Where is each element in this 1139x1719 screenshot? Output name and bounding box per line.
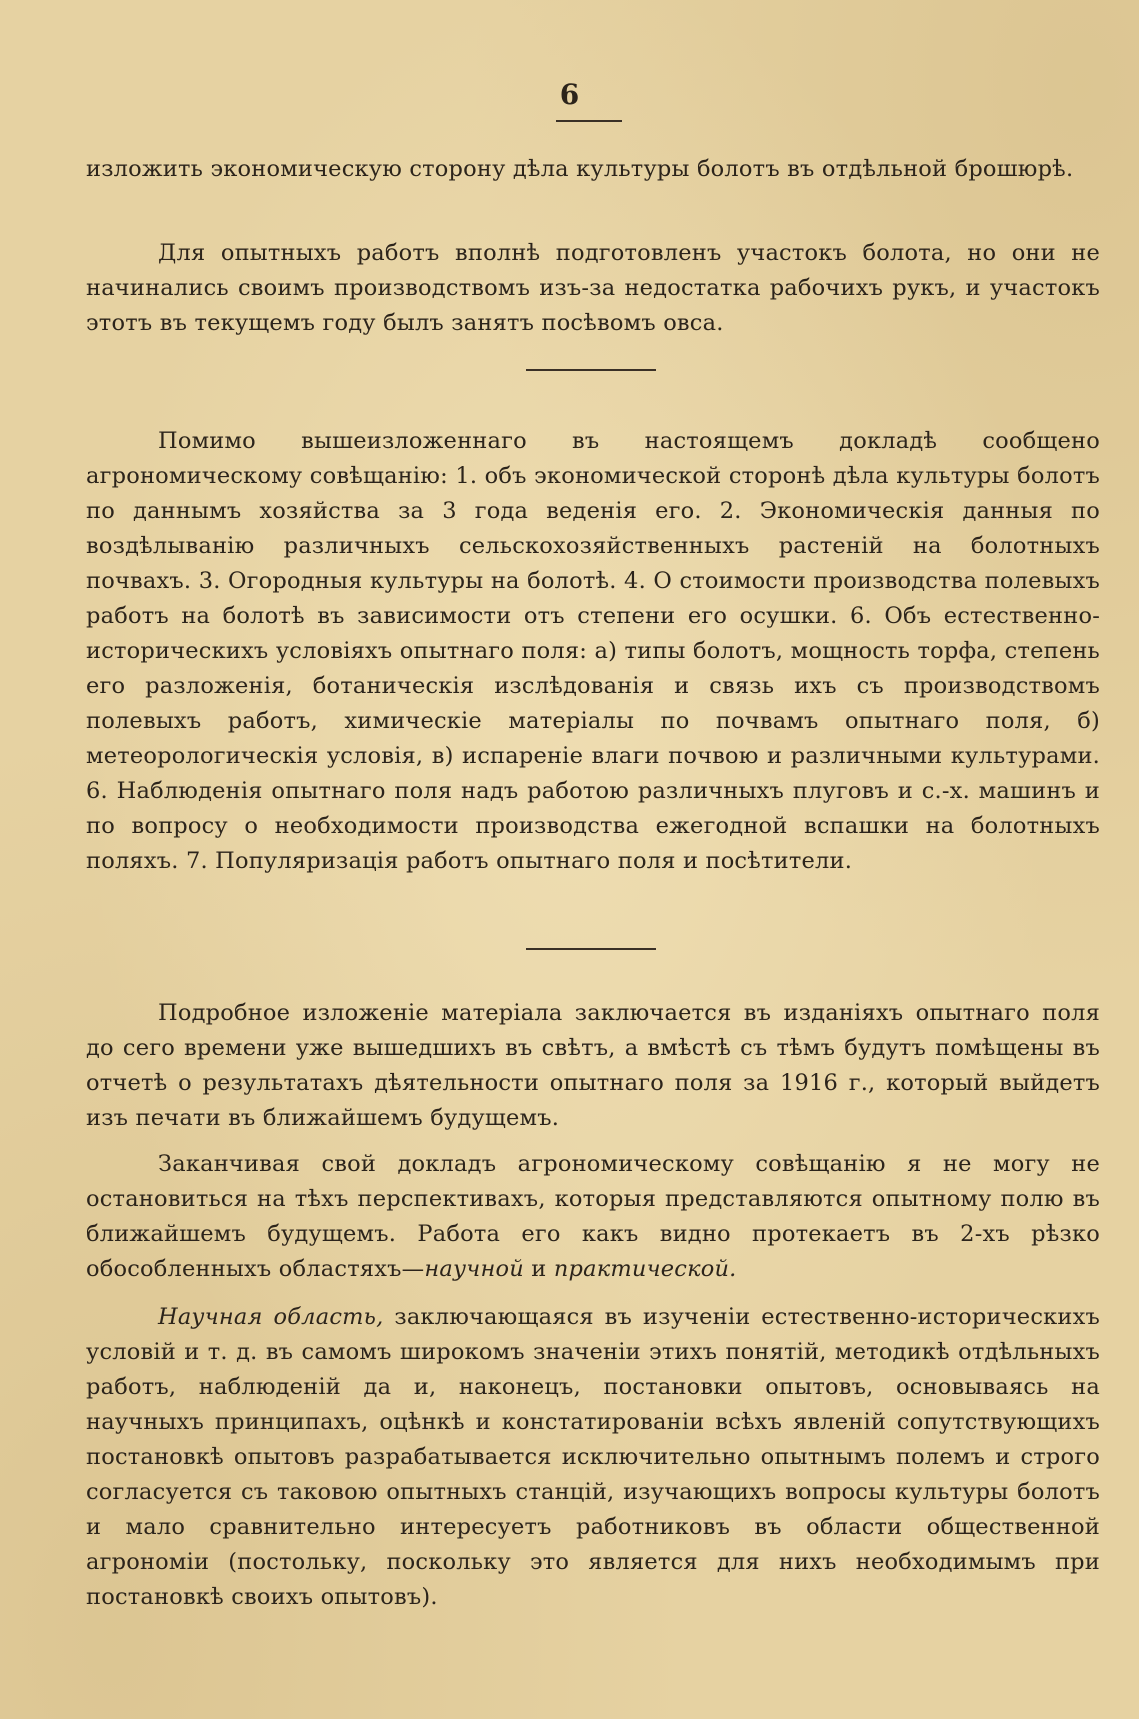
conjunction: и bbox=[523, 1256, 554, 1282]
scientific-area-heading: Научная область, bbox=[158, 1304, 384, 1330]
paragraph-experimental-works: Для опытныхъ работъ вполнѣ подготовленъ участокъ болота, но они не начинались своимъ производствомъ изъ-за недостатка рабочихъ рукъ, и участокъ этотъ въ текущемъ году былъ занятъ посѣвомъ овса. bbox=[86, 240, 1100, 336]
page-number-underline bbox=[556, 120, 622, 122]
paragraph-continuation: изложить экономическую сторону дѣла культуры болотъ въ отдѣльной брошюрѣ. bbox=[86, 156, 1074, 182]
scientific-area-text: заключающаяся въ изученіи естественно-историческихъ условій и т. д. въ самомъ широкомъ значеніи этихъ понятій, методикѣ отдѣльныхъ работъ, наблюденій да и, наконецъ, постановки опытовъ, основываясь на научныхъ принципахъ, оцѣнкѣ и констатированіи всѣхъ явленій сопутствующихъ постановкѣ опытовъ разрабатывается исключительно опытнымъ полемъ и строго согласуется съ таковою опытныхъ станцій, изучающихъ вопросы культуры болотъ и мало сравнительно интересуетъ работниковъ въ области общественной агрономіи (постольку, поскольку это является для нихъ необходимымъ при постановкѣ своихъ опытовъ). bbox=[86, 1304, 1100, 1610]
paragraph-perspectives bbox=[86, 1147, 1100, 1287]
section-divider-1 bbox=[526, 369, 656, 371]
section-divider-2 bbox=[526, 948, 656, 950]
page-number: 6 bbox=[559, 78, 580, 111]
paragraph-detailed-exposition: Подробное изложеніе матеріала заключается въ изданіяхъ опытнаго поля до сего времени уже вышедшихъ въ свѣтъ, а вмѣстѣ съ тѣмъ будутъ помѣщены въ отчетѣ о результатахъ дѣятельности опытнаго поля за 1916 г., который выйдетъ изъ печати въ ближайшемъ будущемъ. bbox=[86, 1000, 1100, 1131]
paragraph-scientific-area bbox=[86, 1300, 1100, 1615]
paragraph-report-contents: Помимо вышеизложеннаго въ настоящемъ докладѣ сообщено агрономическому совѣщанію: 1. объ экономической сторонѣ дѣла культуры болотъ по даннымъ хозяйства за 3 года веденія его. 2. Экономическія данныя по воздѣлыванію различныхъ сельскохозяйственныхъ растеній на болотныхъ почвахъ. 3. Огородныя культуры на болотѣ. 4. О стоимости производства полевыхъ работъ на болотѣ въ зависимости отъ степени его осушки. 6. Объ естественно-историческихъ условіяхъ опытнаго поля: а) типы болотъ, мощность торфа, степень его разложенія, ботаническія изслѣдованія и связь ихъ съ производствомъ полевыхъ работъ, химическіе матеріалы по почвамъ опытнаго поля, б) метеорологическія условія, в) испареніе влаги почвою и различными культурами. 6. Наблюденія опытнаго поля надъ работою различныхъ плуговъ и с.-х. машинъ и по вопросу о необходимости производства ежегодной вспашки на болотныхъ поляхъ. 7. Популяризація работъ опытнаго поля и посѣтители. bbox=[86, 428, 1100, 874]
perspectives-text: Заканчивая свой докладъ агрономическому совѣщанію я не могу не остановиться на тѣхъ перспективахъ, которыя представляются опытному полю въ ближайшемъ будущемъ. Работа его какъ видно протекаетъ въ 2-хъ рѣзко обособленныхъ областяхъ— bbox=[86, 1151, 1100, 1282]
scientific-emphasis: научной bbox=[424, 1256, 524, 1282]
practical-emphasis: практической. bbox=[553, 1256, 737, 1282]
